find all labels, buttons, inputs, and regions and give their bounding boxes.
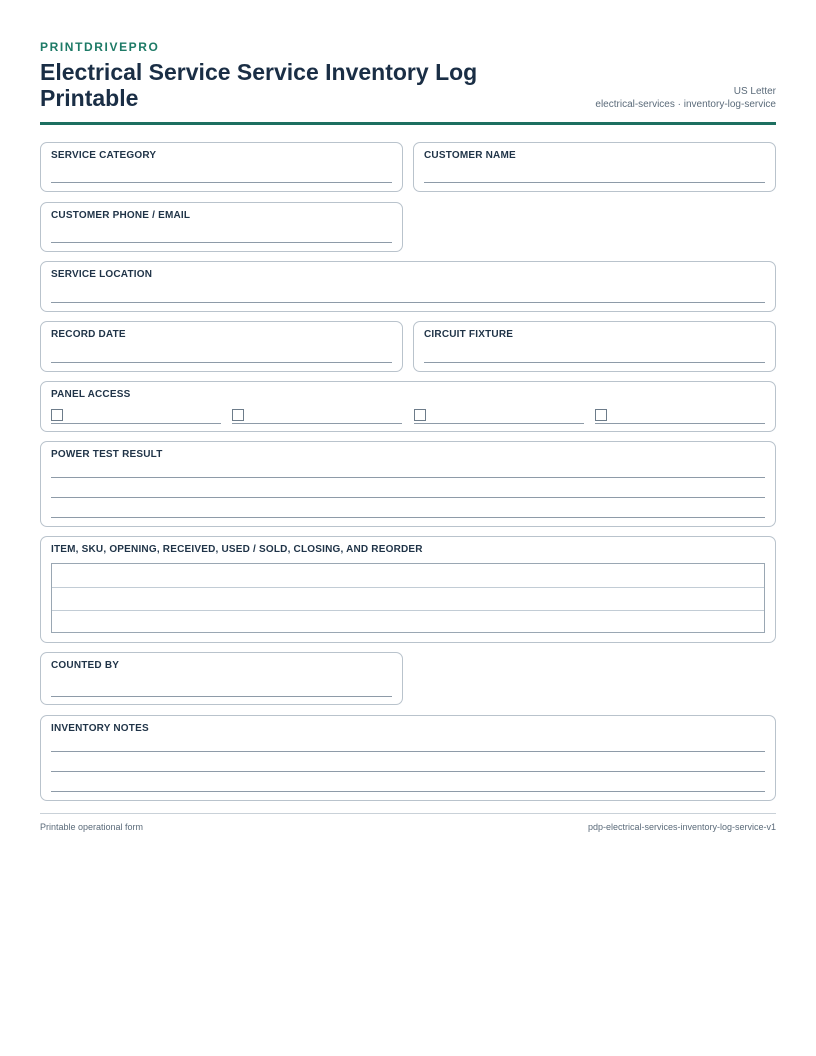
page-meta [595, 85, 776, 111]
customer-name-label: CUSTOMER NAME [424, 150, 516, 161]
customer-contact-label: CUSTOMER PHONE / EMAIL [51, 210, 191, 221]
counted-by-input-line[interactable] [51, 696, 392, 697]
circuit-fixture-label: CIRCUIT FIXTURE [424, 329, 514, 340]
footer-description: Printable operational form [40, 822, 144, 832]
customer-contact-input-line[interactable] [51, 242, 392, 243]
header-divider [40, 122, 776, 125]
customer-name-field [413, 142, 776, 192]
inventory-notes-label: INVENTORY NOTES [51, 723, 149, 734]
table-row-divider [52, 587, 764, 588]
panel-access-label: PANEL ACCESS [51, 389, 131, 400]
counted-by-label: COUNTED BY [51, 660, 120, 671]
circuit-fixture-field [413, 321, 776, 372]
form-slug: electrical-services · inventory-log-service [595, 99, 776, 110]
power-test-result-line[interactable] [51, 497, 765, 498]
footer-divider [40, 813, 776, 814]
inventory-notes-line[interactable] [51, 771, 765, 772]
checkbox[interactable] [414, 409, 426, 421]
panel-access-option-4[interactable] [595, 408, 765, 424]
checkbox[interactable] [232, 409, 244, 421]
inventory-notes-line[interactable] [51, 791, 765, 792]
panel-access-option-1[interactable] [51, 408, 221, 424]
record-date-field [40, 321, 403, 372]
service-category-input-line[interactable] [51, 182, 392, 183]
panel-access-option-3[interactable] [414, 408, 584, 424]
customer-name-input-line[interactable] [424, 182, 765, 183]
footer-form-id: pdp-electrical-services-inventory-log-service-v1 [587, 822, 776, 832]
inventory-table-field [40, 536, 776, 643]
inventory-notes-field [40, 715, 776, 801]
inventory-notes-line[interactable] [51, 751, 765, 752]
service-location-input-line[interactable] [51, 302, 765, 303]
inventory-table-label: ITEM, SKU, OPENING, RECEIVED, USED / SOLD, CLOSING, AND REORDER [51, 544, 423, 555]
inventory-table-grid[interactable] [51, 563, 765, 633]
checkbox[interactable] [51, 409, 63, 421]
service-category-label: SERVICE CATEGORY [51, 150, 157, 161]
table-row-divider [52, 610, 764, 611]
power-test-result-line[interactable] [51, 517, 765, 518]
customer-contact-field [40, 202, 403, 252]
power-test-result-label: POWER TEST RESULT [51, 449, 163, 460]
counted-by-field [40, 652, 403, 705]
checkbox[interactable] [595, 409, 607, 421]
power-test-result-field [40, 441, 776, 527]
power-test-result-line[interactable] [51, 477, 765, 478]
service-location-label: SERVICE LOCATION [51, 269, 153, 280]
record-date-label: RECORD DATE [51, 329, 126, 340]
brand-name: PRINTDRIVEPRO [40, 40, 160, 54]
record-date-input-line[interactable] [51, 362, 392, 363]
service-category-field [40, 142, 403, 192]
panel-access-field [40, 381, 776, 432]
service-location-field [40, 261, 776, 312]
circuit-fixture-input-line[interactable] [424, 362, 765, 363]
panel-access-option-2[interactable] [232, 408, 402, 424]
page-title: Electrical Service Service Inventory Log Printable [40, 59, 478, 111]
paper-size: US Letter [733, 86, 776, 97]
